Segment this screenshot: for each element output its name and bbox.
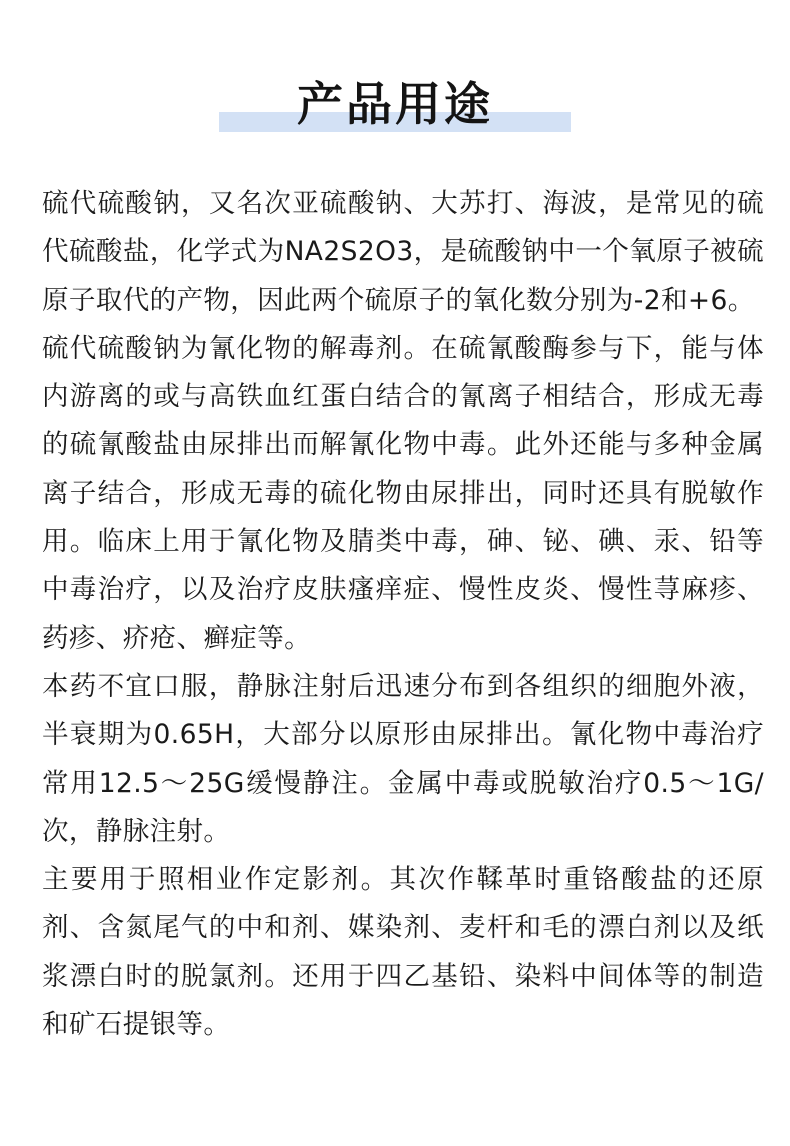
paragraph-antidote: 硫代硫酸钠为氰化物的解毒剂。在硫氰酸酶参与下，能与体内游离的或与高铁血红蛋白结合的氰离子相结合，形成无毒的硫氰酸盐由尿排出而解氰化物中毒。此外还能与多种金属离子结合，形成无毒的硫化物由尿排出，同时还具有脱敏作用。临床上用于氰化物及腈类中毒，砷、铋、碘、汞、铅等中毒治疗，以及治疗皮肤瘙痒症、慢性皮炎、慢性荨麻疹、药疹、疥疮、癣症等。 — [42, 332, 764, 654]
paragraph-definition: 硫代硫酸钠，又名次亚硫酸钠、大苏打、海波，是常见的硫代硫酸盐，化学式为NA2S2O3，是硫酸钠中一个氧原子被硫原子取代的产物，因此两个硫原子的氧化数分别为-2和+6。 — [42, 188, 764, 316]
title-section — [0, 70, 790, 140]
paragraph-dosage: 本药不宜口服，静脉注射后迅速分布到各组织的细胞外液，半衰期为0.65H，大部分以原形由尿排出。氰化物中毒治疗常用12.5～25G缓慢静注。金属中毒或脱敏治疗0.5～1G/次，静脉注射。 — [42, 670, 764, 847]
paragraph-industrial-use: 主要用于照相业作定影剂。其次作鞣革时重铬酸盐的还原剂、含氮尾气的中和剂、媒染剂、麦杆和毛的漂白剂以及纸浆漂白时的脱氯剂。还用于四乙基铅、染料中间体等的制造和矿石提银等。 — [42, 864, 764, 1041]
body-text — [42, 180, 764, 1049]
page-title: 产品用途 — [297, 77, 493, 131]
